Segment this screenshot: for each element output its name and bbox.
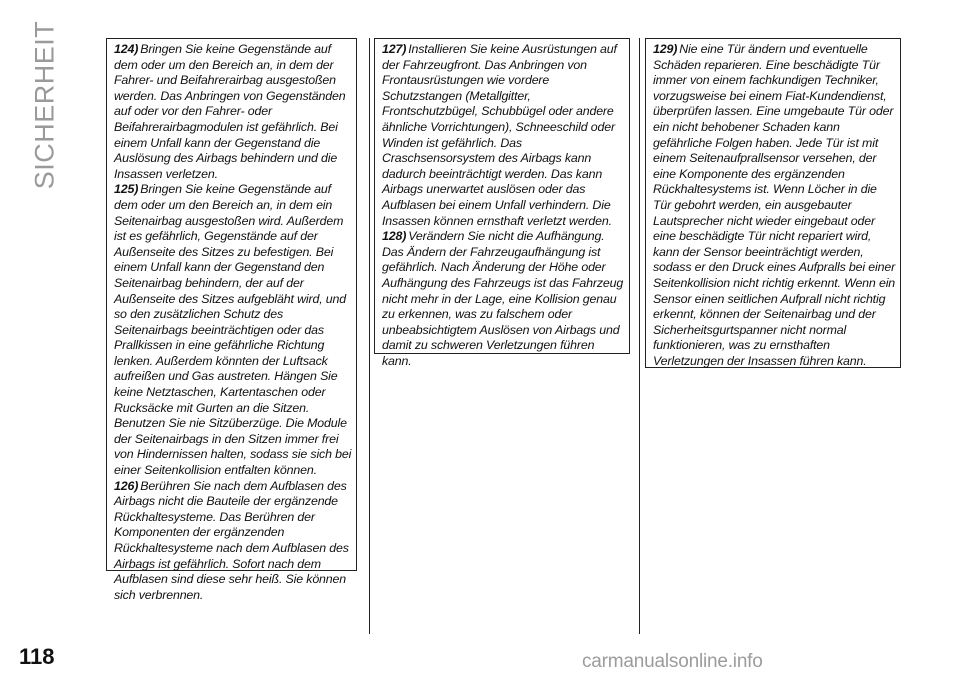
column-divider-left xyxy=(369,38,370,634)
warning-note-129 xyxy=(653,42,896,369)
warning-box-column-1 xyxy=(106,38,357,602)
warning-note-124 xyxy=(114,42,352,182)
note-number: 129) xyxy=(653,42,678,56)
note-text: Installieren Sie keine Ausrüstungen auf der Fahrzeugfront. Das Anbringen von Frontausrüstungen wie vordere Schutzstangen (Metallgitter, Frontschutzbügel, Schubbügel oder andere ähnliche Vorrichtungen), Schneeschild oder Winden ist gefährlich. Das Craschsensorsystem des Airbags kann dadurch beeinträchtigt werden. Das kann Airbags unerwartet auslösen oder das Aufblasen bei einem Unfall verhindern. Die Insassen können ernsthaft verletzt werden. xyxy=(382,42,617,228)
note-number: 124) xyxy=(114,42,139,56)
section-title-text: SICHERHEIT xyxy=(29,20,60,190)
page-number: 118 xyxy=(19,644,55,669)
note-number: 125) xyxy=(114,182,139,197)
note-text: Verändern Sie nicht die Aufhängung. Das Ändern der Fahrzeugaufhängung ist gefährlich. Nach Änderung der Höhe oder Aufhängung des Fahrzeugs ist das Fahrzeug nicht mehr in der Lage, eine Kollision genau zu erkennen, was zu falschem oder unbeabsichtigtem Auslösen von Airbags und damit zu schweren Verletzungen führen kann. xyxy=(382,229,624,368)
warning-box-column-2 xyxy=(374,38,630,368)
warning-box-column-3 xyxy=(645,38,901,368)
note-number: 128) xyxy=(382,229,407,244)
note-text: Bringen Sie keine Gegenstände auf dem oder um den Bereich an, in dem ein Seitenairbag ausgestoßen wird. Außerdem ist es gefährlich, Gegenstände auf der Außenseite des Sitzes zu befestigen. Bei einem Unfall kann der Gegenstand den Seitenairbag behindern, der auf der Außenseite des Sitzes aufgebläht wird, und so den zusätzlichen Schutz des Seitenairbags beeinträchtigen oder das Prallkissen in eine gefährliche Richtung lenken. Außerdem könnten der Luftsack aufreißen und Gas austreten. Hängen Sie keine Netztaschen, Kartentaschen oder Rucksäcke mit Gurten an die Sitzen. Benutzen Sie nie Sitzüberzüge. Die Module der Seitenairbags in den Sitzen immer frei von Hindernissen halten, sodass sie sich bei einer Seitenkollision entfalten können. xyxy=(114,182,352,478)
note-number: 127) xyxy=(382,42,407,56)
note-text: Nie eine Tür ändern und eventuelle Schäden reparieren. Eine beschädigte Tür immer von einem fachkundigen Techniker, vorzugsweise bei einem Fiat-Kundendienst, überprüfen lassen. Eine umgebaute Tür oder ein nicht behobener Schaden kann gefährliche Folgen haben. Jede Tür ist mit einem Seitenaufprallsensor versehen, der eine Komponente des ergänzenden Rückhaltesystems ist. Wenn Löcher in die Tür gebohrt werden, ein ausgebauter Lautsprecher nicht wieder eingebaut oder eine beschädigte Tür nicht repariert wird, kann der Sensor beeinträchtigt werden, sodass er den Druck eines Aufpralls bei einer Seitenkollision nicht richtig erkennt. Wenn ein Sensor einen seitlichen Aufprall nicht richtig erkennt, können der Seitenairbag und der Sicherheitsgurtspanner nicht normal funktionieren, was zu ernsthaften Verletzungen der Insassen führen kann. xyxy=(653,42,896,368)
watermark-text: carmanualsonline.info xyxy=(582,651,763,672)
note-number: 126) xyxy=(114,478,139,493)
warning-note-128 xyxy=(382,229,625,369)
note-text: Berühren Sie nach dem Aufblasen des Airbags nicht die Bauteile der ergänzende Rückhaltesysteme. Das Berühren der Komponenten der ergänzenden Rückhaltesysteme nach dem Aufblasen des Airbags ist gefährlich. Sofort nach dem Aufblasen sind diese sehr heiß. Sie können sich verbrennen. xyxy=(114,478,349,602)
warning-note-127 xyxy=(382,42,625,229)
warning-note-125 xyxy=(114,182,352,478)
note-text: Bringen Sie keine Gegenstände auf dem oder um den Bereich an, in dem der Fahrer- und Beifahrerairbag ausgestoßen werden. Das Anbringen von Gegenständen auf oder vor den Fahrer- oder Beifahrerairbagmodulen ist gefährlich. Bei einem Unfall kann der Gegenstand die Auslösung des Airbags behindern und die Insassen verletzen. xyxy=(114,42,346,181)
section-title-vertical xyxy=(20,20,70,190)
column-divider-right xyxy=(639,38,640,634)
warning-note-126 xyxy=(114,479,352,604)
